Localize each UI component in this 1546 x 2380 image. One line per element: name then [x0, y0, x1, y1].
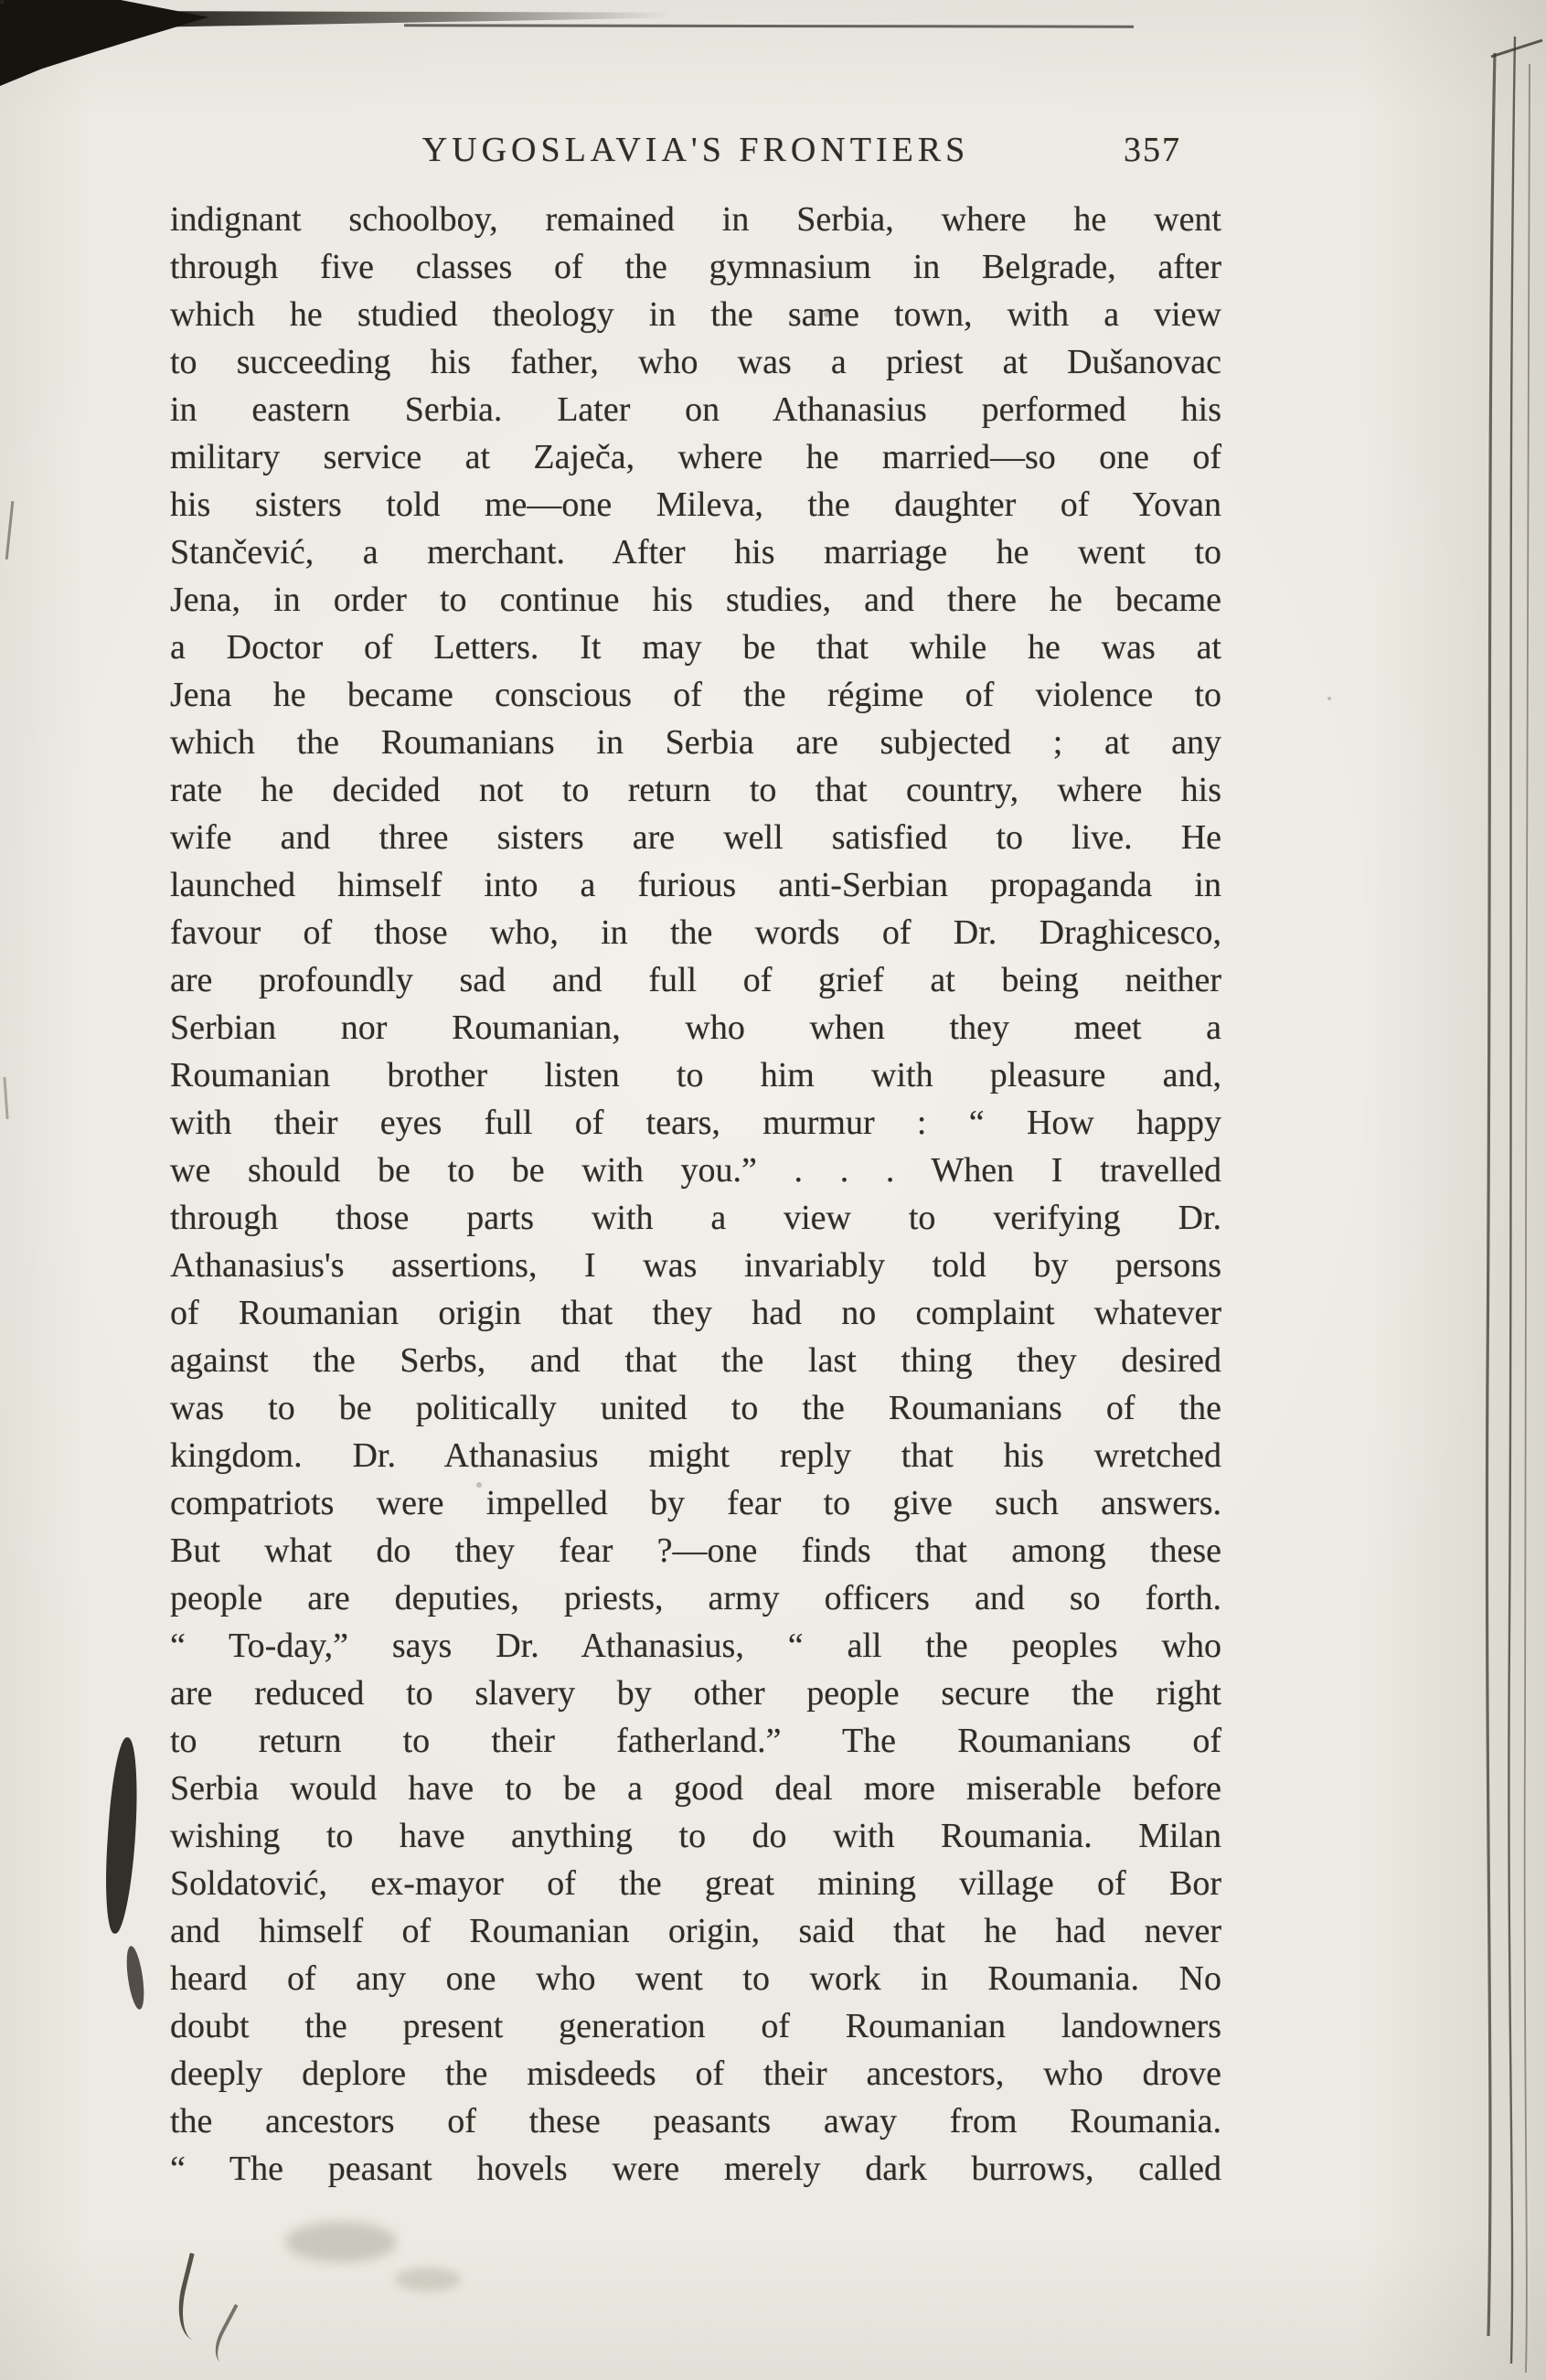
text-line: in eastern Serbia. Later on Athanasius performed his — [170, 390, 1221, 429]
text-line: of Roumanian origin that they had no complaint whatever — [170, 1294, 1221, 1332]
text-line: the ancestors of these peasants away from Roumania. — [170, 2102, 1221, 2140]
text-line: and himself of Roumanian origin, said that he had never — [170, 1912, 1221, 1950]
text-line: his sisters told me—one Mileva, the daughter of Yovan — [170, 486, 1221, 524]
text-line: Soldatović, ex-mayor of the great mining village of Bor — [170, 1864, 1221, 1903]
scan-artifact-ink-blot — [123, 1945, 147, 2011]
text-line: which he studied theology in the same town, with a view — [170, 295, 1221, 334]
scan-artifact-corner-tear — [0, 0, 208, 86]
scan-artifact-dust-specks — [0, 0, 4, 4]
text-line: to return to their fatherland.” The Roumanians of — [170, 1722, 1221, 1760]
scan-artifact-smudge — [395, 2268, 461, 2291]
text-line: heard of any one who went to work in Roumania. No — [170, 1959, 1221, 1998]
text-line: deeply deplore the misdeeds of their ancestors, who drove — [170, 2054, 1221, 2093]
text-line: through five classes of the gymnasium in Belgrade, after — [170, 248, 1221, 286]
page-number: 357 — [1124, 131, 1181, 169]
text-line: was to be politically united to the Roumanians of the — [170, 1389, 1221, 1427]
text-line: compatriots were impelled by fear to give such answers. — [170, 1484, 1221, 1522]
text-line: Athanasius's assertions, I was invariably told by persons — [170, 1246, 1221, 1285]
text-line: indignant schoolboy, remained in Serbia, where he went — [170, 200, 1221, 239]
text-line: with their eyes full of tears, murmur : “ How happy — [170, 1104, 1221, 1142]
text-line: Jena, in order to continue his studies, and there he became — [170, 581, 1221, 619]
text-line: rate he decided not to return to that country, where his — [170, 771, 1221, 809]
scan-artifact-page-edges — [1464, 0, 1546, 2380]
scan-artifact-corner-streak — [135, 7, 693, 27]
text-line: through those parts with a view to verifying Dr. — [170, 1199, 1221, 1237]
text-line: “ To-day,” says Dr. Athanasius, “ all the peoples who — [170, 1627, 1221, 1665]
scan-artifact-ink-blot — [101, 1736, 143, 1935]
text-line: doubt the present generation of Roumanian landowners — [170, 2007, 1221, 2045]
text-line: which the Roumanians in Serbia are subjected ; at any — [170, 723, 1221, 762]
text-line: are reduced to slavery by other people secure the right — [170, 1674, 1221, 1713]
text-line: wife and three sisters are well satisfied to live. He — [170, 818, 1221, 857]
text-line: a Doctor of Letters. It may be that while he was at — [170, 628, 1221, 667]
text-line: against the Serbs, and that the last thing they desired — [170, 1341, 1221, 1380]
scan-artifact-smudge — [285, 2222, 397, 2262]
scan-artifact-top-rule — [404, 24, 1134, 27]
text-line: military service at Zaječa, where he married—so one of — [170, 438, 1221, 476]
text-line: But what do they fear ?—one finds that among these — [170, 1532, 1221, 1570]
text-line: Stančević, a merchant. After his marriage he went to — [170, 533, 1221, 571]
text-line: are profoundly sad and full of grief at being neither — [170, 961, 1221, 999]
page-header — [170, 130, 1221, 176]
text-line: Roumanian brother listen to him with pleasure and, — [170, 1056, 1221, 1094]
scan-artifact-margin-mark — [5, 501, 15, 560]
text-line: we should be to be with you.” . . . When I travelled — [170, 1151, 1221, 1190]
text-line: favour of those who, in the words of Dr. Draghicesco, — [170, 913, 1221, 952]
text-line: to succeeding his father, who was a priest at Dušanovac — [170, 343, 1221, 381]
text-line: Serbia would have to be a good deal more miserable before — [170, 1769, 1221, 1808]
text-line: “ The peasant hovels were merely dark burrows, called — [170, 2150, 1221, 2188]
scan-artifact-pen-stroke — [170, 2253, 231, 2344]
scan-artifact-margin-mark — [3, 1077, 8, 1119]
body-text — [170, 196, 1221, 2193]
text-line: wishing to have anything to do with Roumania. Milan — [170, 1817, 1221, 1855]
text-line: launched himself into a furious anti-Serbian propaganda in — [170, 866, 1221, 904]
scan-artifact-pen-stroke — [208, 2304, 262, 2370]
text-line: people are deputies, priests, army officers and so forth. — [170, 1579, 1221, 1617]
text-line: Serbian nor Roumanian, who when they meet a — [170, 1009, 1221, 1047]
text-line: kingdom. Dr. Athanasius might reply that his wretched — [170, 1436, 1221, 1475]
page-content — [170, 130, 1221, 2193]
running-title: YUGOSLAVIA'S FRONTIERS — [421, 131, 970, 169]
text-line: Jena he became conscious of the régime of violence to — [170, 676, 1221, 714]
